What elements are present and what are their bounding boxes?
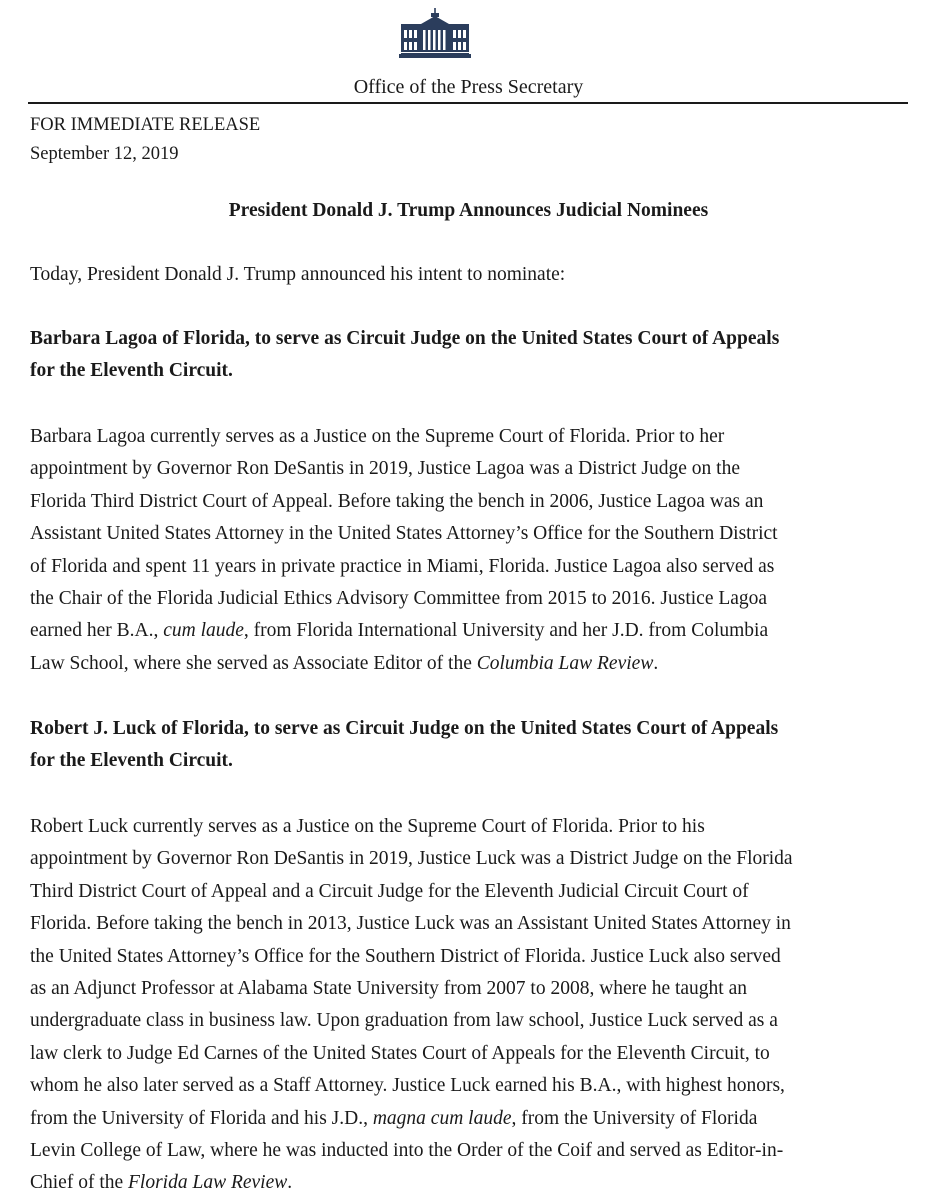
bio-italic: Columbia Law Review [476,652,654,674]
bio-italic: Florida Law Review [128,1172,288,1194]
bio-line: appointment by Governor Ron DeSantis in 2019, Justice Lagoa was a District Judge on the [30,458,740,480]
bio-line: of Florida and spent 11 years in private practice in Miami, Florida. Justice Lagoa also served as [30,555,775,577]
nominee-bio-luck [30,811,910,1200]
release-date: September 12, 2019 [30,144,179,164]
heading-line: for the Eleventh Circuit. [30,750,233,771]
nominee-bio-lagoa [30,421,910,680]
bio-italic: cum laude [163,620,244,642]
bio-text: . [653,652,659,674]
bio-line: the United States Attorney’s Office for the Southern District of Florida. Justice Luck also served [30,945,781,967]
bio-italic: magna cum laude [372,1107,512,1129]
bio-line: undergraduate class in business law. Upon graduation from law school, Justice Luck served as a [30,1010,778,1032]
bio-text: Law School, where she served as Associate Editor of the [30,652,477,674]
bio-text: . [287,1172,293,1194]
bio-line: Barbara Lagoa currently serves as a Justice on the Supreme Court of Florida. Prior to her [30,426,725,447]
bio-line: Florida. Before taking the bench in 2013, Justice Luck was an Assistant United States Attorney in [30,913,791,935]
heading-line: Barbara Lagoa of Florida, to serve as Circuit Judge on the United States Court of Appeals [30,328,780,349]
release-block [30,111,260,169]
bio-line: Levin College of Law, where he was inducted into the Order of the Coif and served as Editor-in- [30,1140,784,1162]
bio-line: Florida Third District Court of Appeal. Before taking the bench in 2006, Justice Lagoa was an [30,490,764,512]
intro-text: Today, President Donald J. Trump announced his intent to nominate: [30,264,566,285]
header-rule [28,102,908,104]
release-label: FOR IMMEDIATE RELEASE [30,115,261,135]
bio-text: , from Florida International University and her J.D. from Columbia [243,620,769,642]
office-name: Office of the Press Secretary [353,76,584,98]
bio-line [30,1103,910,1135]
nominee-heading-luck [30,713,910,777]
heading-line: Robert J. Luck of Florida, to serve as Circuit Judge on the United States Court of Appeals [30,718,779,739]
bio-line [30,648,910,680]
heading-line: for the Eleventh Circuit. [30,360,233,381]
bio-text: , from the University of Florida [511,1107,758,1129]
bio-line [30,615,910,647]
nominee-heading-lagoa [30,323,910,387]
bio-text: earned her B.A., [30,620,164,642]
bio-line: whom he also later served as a Staff Attorney. Justice Luck earned his B.A., with highest honors, [30,1075,785,1097]
bio-line: the Chair of the Florida Judicial Ethics Advisory Committee from 2015 to 2016. Justice Lagoa [30,588,768,610]
page-title: President Donald J. Trump Announces Judicial Nominees [228,200,709,221]
white-house-icon [399,8,471,58]
bio-line: law clerk to Judge Ed Carnes of the United States Court of Appeals for the Eleventh Circuit, to [30,1042,770,1064]
bio-text: from the University of Florida and his J.D., [30,1107,373,1129]
bio-line: appointment by Governor Ron DeSantis in 2019, Justice Luck was a District Judge on the Florida [30,848,793,870]
bio-line: Robert Luck currently serves as a Justice on the Supreme Court of Florida. Prior to his [30,816,705,837]
bio-line [30,1167,910,1199]
bio-line: Assistant United States Attorney in the United States Attorney’s Office for the Southern District [30,523,778,545]
bio-line: Third District Court of Appeal and a Circuit Judge for the Eleventh Judicial Circuit Court of [30,880,749,902]
bio-text: Chief of the [30,1172,129,1194]
bio-line: as an Adjunct Professor at Alabama State University from 2007 to 2008, where he taught an [30,978,748,1000]
